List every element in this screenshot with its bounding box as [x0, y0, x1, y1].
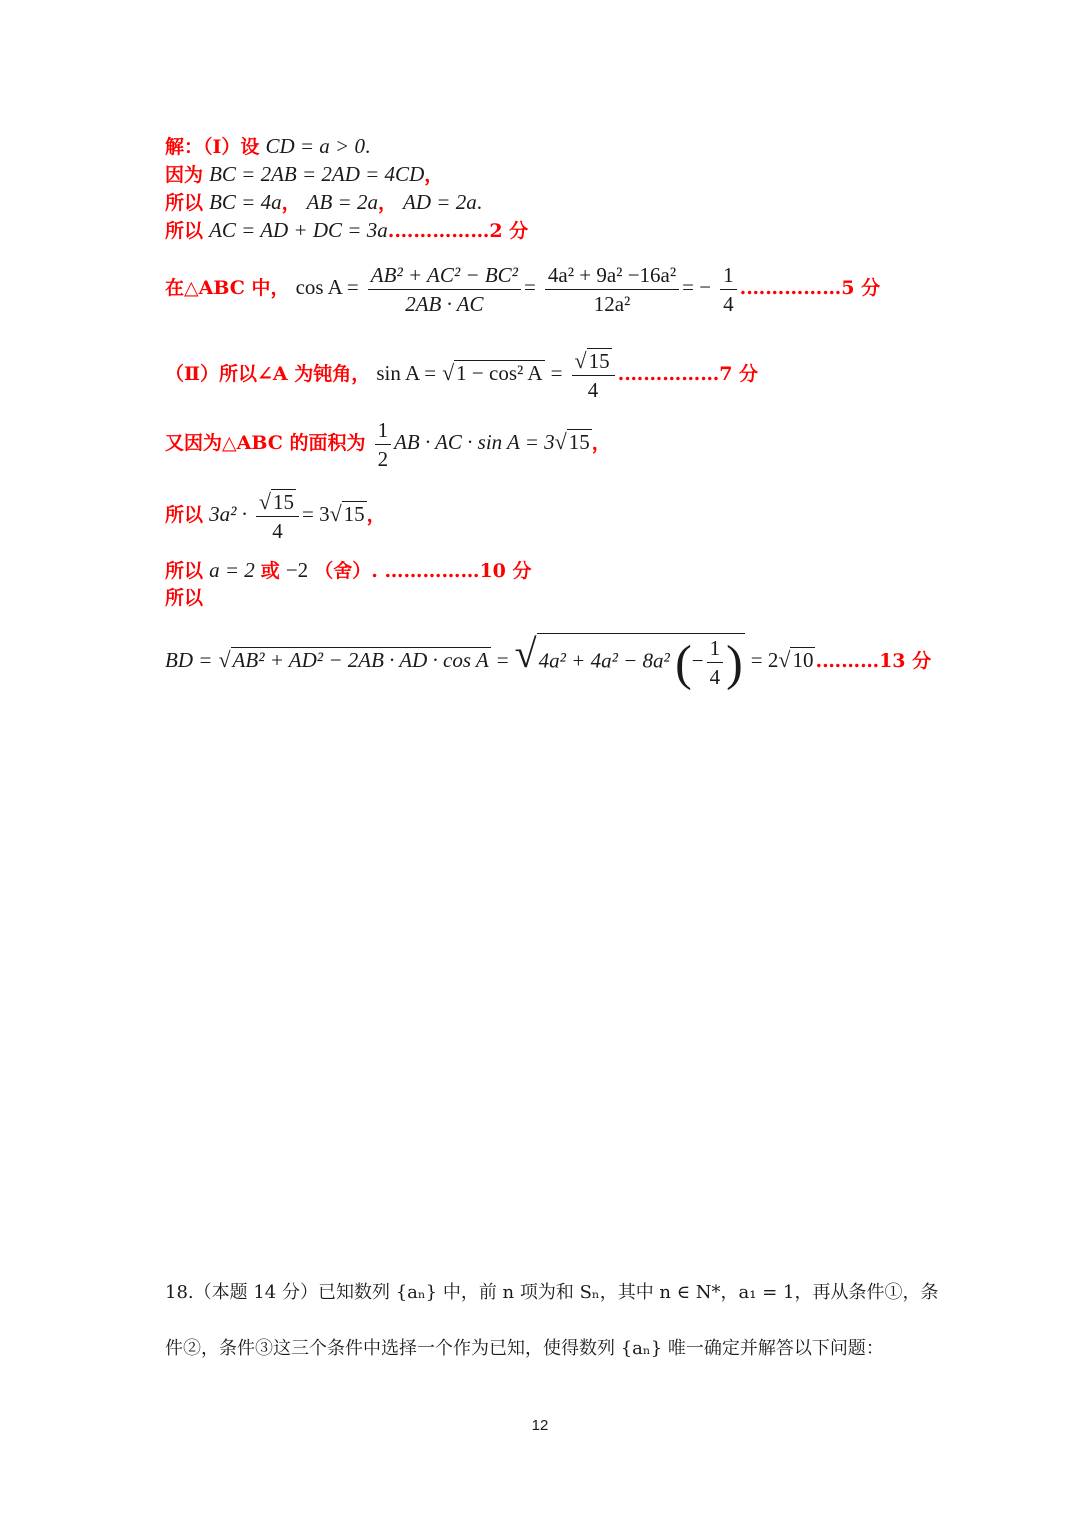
- numerator: AB² + AC² − BC²: [368, 261, 521, 290]
- math-expression: AD = 2a: [403, 190, 477, 214]
- math-expression: sin A =: [376, 361, 437, 385]
- math-expression: cos A =: [295, 275, 359, 299]
- fraction: $\frac{√15}{4}$: [256, 488, 299, 545]
- score-marker: .……………2 分: [387, 220, 529, 242]
- solution-line-7: 又因为△ABC 的面积为 $\frac{1}{2}$ AB · AC · sin A = 3√15 ，: [165, 417, 611, 471]
- denominator: 12a²: [593, 291, 631, 316]
- step-label: 解：（Ⅰ）设: [165, 136, 260, 158]
- math-expression: −2: [285, 558, 309, 582]
- step-label: 所以: [165, 192, 204, 214]
- solution-line-11: BD = √AB² + AD² − 2AB · AD · cos A = √4a² + 4a² − 8a² (− $\frac{1}{4}$ ) = 2√10 .………13 分: [165, 631, 932, 691]
- fraction: [707, 634, 724, 691]
- math-expression: CD = a > 0: [265, 134, 365, 158]
- numerator: 1: [720, 261, 737, 290]
- score-marker: .………13 分: [815, 650, 932, 672]
- math-expression: = 3: [301, 502, 330, 526]
- math-expression: BC = 2AB = 2AD = 4CD: [209, 162, 425, 186]
- step-label: 所以: [165, 504, 204, 526]
- numerator: 15: [272, 489, 294, 514]
- denominator: 4: [709, 664, 721, 689]
- score-marker: （舍）. ……………10 分: [314, 560, 532, 582]
- score-marker: .……………7 分: [617, 363, 759, 385]
- step-label: 因为: [165, 164, 204, 186]
- solution-line-10: [165, 585, 203, 611]
- step-label: 所以: [165, 587, 204, 609]
- math-expression: a = 2: [209, 558, 255, 582]
- punctuation: .: [364, 134, 371, 158]
- denominator: 2AB · AC: [405, 291, 484, 316]
- math-expression: AC = AD + DC = 3a: [209, 218, 388, 242]
- denominator: 4: [272, 518, 283, 543]
- step-label: 所以: [165, 560, 204, 582]
- square-root: 10: [792, 648, 814, 672]
- denominator: 4: [723, 291, 734, 316]
- page-number: 12: [531, 1417, 549, 1434]
- question-18-line-2: 件②，条件③这三个条件中选择一个作为已知，使得数列 {aₙ} 唯一确定并解答以下问题：: [165, 1338, 884, 1359]
- solution-line-8: 所以 3a² · $\frac{√15}{4}$ = 3√15 ，: [165, 488, 386, 543]
- fraction: [368, 261, 521, 318]
- denominator: 4: [587, 377, 599, 402]
- solution-line-1: [165, 133, 370, 160]
- question-18-line-1: 18.（本题 14 分）已知数列 {aₙ} 中，前 n 项为和 Sₙ，其中 n ∈ N*，a₁ = 1，再从条件①，条: [165, 1282, 939, 1303]
- solution-line-6: （Ⅱ）所以∠A 为钝角， sin A = √1 − cos² A = $\frac{√15}{4}$ .……………7 分: [165, 347, 759, 402]
- solution-line-4: [165, 217, 528, 244]
- fraction: [720, 261, 737, 318]
- math-expression: 3a² ·: [209, 502, 247, 526]
- math-expression: BC = 4a: [209, 190, 282, 214]
- square-root: AB² + AD² − 2AB · AD · cos A: [232, 648, 489, 672]
- radicand: 4a² + 4a² − 8a²: [538, 648, 670, 672]
- fraction: $\frac{√15}{4}$: [572, 347, 615, 404]
- solution-line-5: 在△ABC 中， cos A = $\frac{\text{AB² + AC² − BC²}}{2AB \cdot AC}$ = $\frac{\text{4a² + 9a² −16a²}}{\text{12a²}}$ = − $\frac{1}{4}$ .……………5 分: [165, 262, 881, 316]
- numerator: 1: [707, 634, 724, 663]
- denominator: 2: [377, 446, 389, 471]
- punctuation: ，: [424, 164, 444, 186]
- solution-line-3: 所以 BC = 4a， AB = 2a， AD = 2a.: [165, 190, 482, 214]
- fraction: [375, 416, 392, 473]
- punctuation: ，: [366, 504, 386, 526]
- solution-line-2: [165, 161, 443, 188]
- math-expression: AB · AC · sin A = 3: [394, 430, 555, 454]
- math-expression: BD =: [165, 648, 213, 672]
- square-root: 4a² + 4a² − 8a² (− $\frac{1}{4}$ ): [538, 634, 743, 691]
- fraction: [545, 261, 679, 318]
- square-root: 15: [343, 502, 365, 526]
- numerator: 1: [375, 416, 392, 445]
- score-marker: .……………5 分: [739, 277, 881, 299]
- square-root: 1 − cos² A: [456, 361, 543, 385]
- math-expression: =: [496, 648, 509, 672]
- conjunction: 或: [260, 560, 280, 582]
- numerator: 4a² + 9a² −16a²: [545, 261, 679, 290]
- solution-line-9: [165, 557, 532, 584]
- step-label: 又因为△ABC 的面积为: [165, 432, 366, 454]
- step-label: 所以: [165, 220, 204, 242]
- punctuation: ，: [591, 432, 611, 454]
- step-label: 在△ABC 中，: [165, 277, 290, 299]
- math-expression: AB = 2a: [306, 190, 378, 214]
- square-root: 15: [568, 430, 590, 454]
- step-label: （Ⅱ）所以∠A 为钝角，: [165, 363, 371, 385]
- math-expression: = 2: [750, 648, 779, 672]
- numerator: 15: [588, 348, 610, 373]
